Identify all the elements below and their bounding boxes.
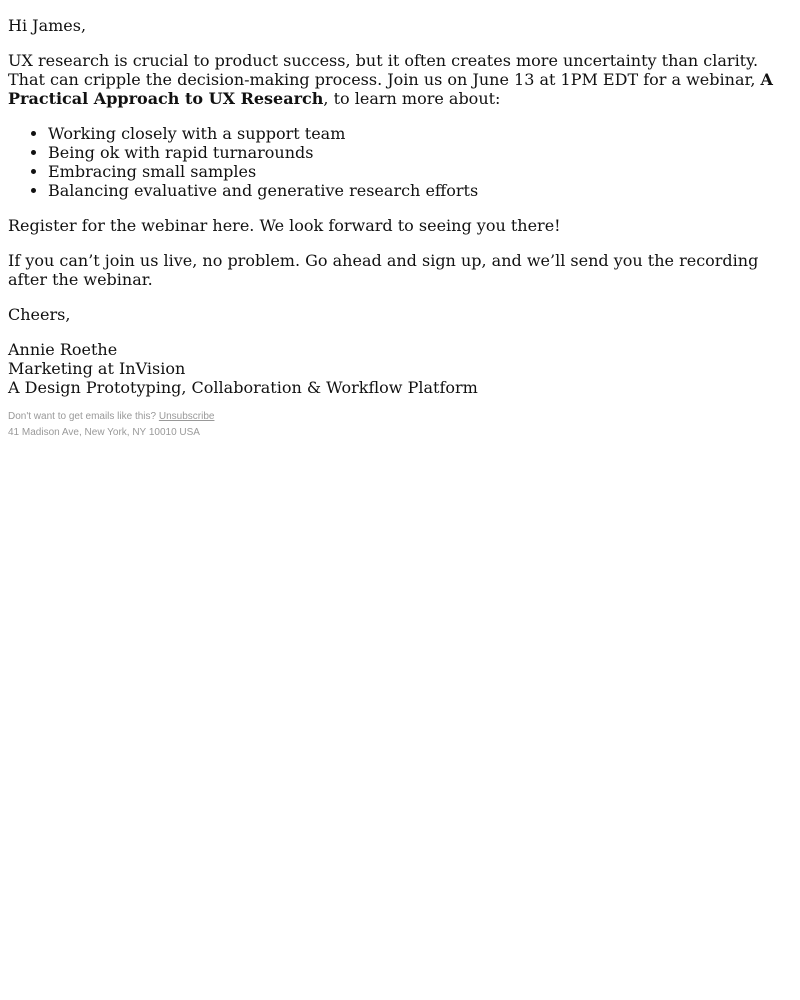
list-item: • Embracing small samples — [48, 162, 776, 181]
signature-tagline: A Design Prototyping, Collaboration & Workflow Platform — [8, 378, 478, 397]
list-item: • Working closely with a support team — [48, 124, 776, 143]
footer — [8, 409, 776, 441]
list-item: • Being ok with rapid turnarounds — [48, 143, 776, 162]
unsubscribe-prompt: Don't want to get emails like this? — [8, 411, 159, 422]
signature-role: Marketing at InVision — [8, 359, 186, 378]
footer-address: 41 Madison Ave, New York, NY 10010 USA — [8, 427, 200, 438]
signature — [8, 340, 776, 397]
intro-text-end: , to learn more about: — [323, 89, 501, 108]
intro-paragraph — [8, 51, 776, 108]
register-paragraph: Register for the webinar here. We look forward to seeing you there! — [8, 216, 561, 235]
unsubscribe-line — [8, 409, 776, 425]
unsubscribe-link[interactable]: Unsubscribe — [158, 411, 215, 422]
webinar-title: A Practical Approach to UX Research — [8, 70, 773, 108]
topic-list — [8, 124, 776, 200]
intro-text: UX research is crucial to product success, but it often creates more uncertainty than clarity. That can cripple the decision-making process. Join us on June 13 at 1PM EDT for a webinar, — [8, 51, 761, 89]
list-item: • Balancing evaluative and generative research efforts — [48, 181, 776, 200]
greeting: Hi James, — [8, 16, 87, 35]
recording-paragraph: If you can’t join us live, no problem. Go ahead and sign up, and we’ll send you the recording after the webinar. — [8, 251, 759, 289]
closing: Cheers, — [8, 305, 71, 324]
email-body — [0, 0, 784, 441]
signature-name: Annie Roethe — [8, 340, 118, 359]
